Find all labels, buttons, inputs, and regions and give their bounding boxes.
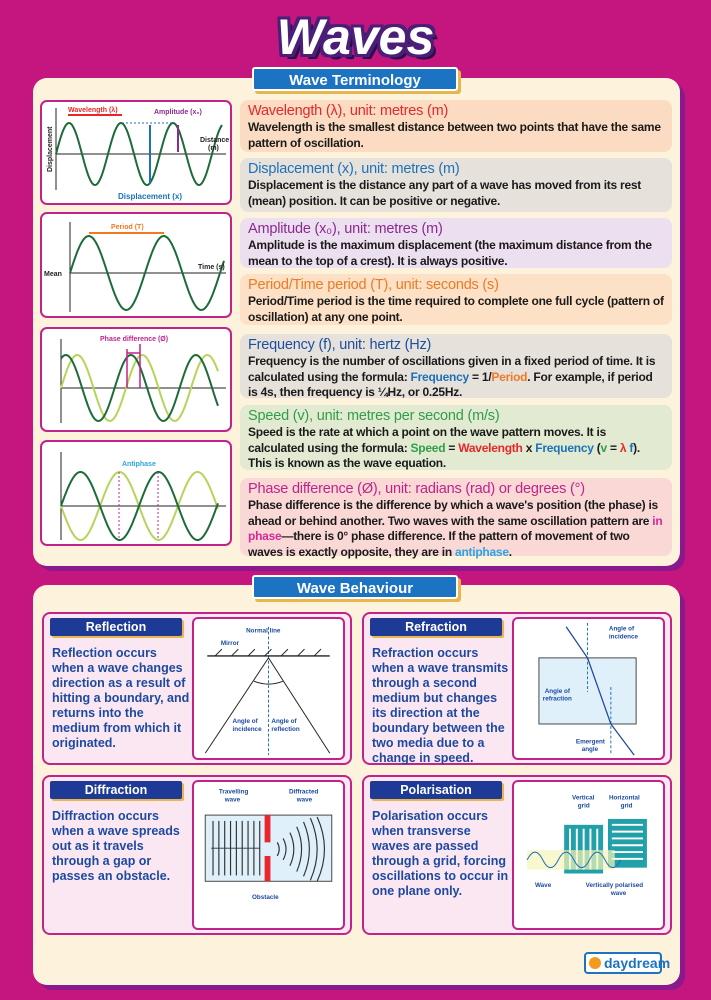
- horizontal-grid-label: Horizontal: [608, 794, 640, 802]
- text-segment: ). This is known as the: [248, 440, 641, 470]
- text-segment: Speed is the rate at which a point on the wave pattern moves. It is calculated using the formula:: [248, 425, 607, 455]
- reflection-text: Reflection occurs when a wave changes direction as a result of hitting a boundary, and returns into the medium from which it originated.: [52, 646, 190, 750]
- period-diagram: [40, 212, 232, 318]
- term-block: [240, 334, 672, 398]
- term-block: [240, 100, 672, 152]
- wave-label: Wave: [534, 882, 552, 890]
- poster-title: Waves: [276, 9, 435, 65]
- amplitude-label: Amplitude (x₀): [154, 109, 202, 116]
- diffraction-tab: Diffraction: [50, 781, 182, 799]
- term-title: Phase difference (Ø), unit: radians (rad) or degrees (°): [248, 481, 585, 497]
- refraction-diagram: [512, 617, 665, 760]
- term-title: Displacement (x), unit: metres (m): [248, 161, 460, 177]
- distance-unit: (m): [208, 145, 219, 152]
- text-segment: antiphase: [455, 544, 509, 559]
- text-segment: f: [626, 440, 634, 455]
- text-segment: Frequency is the number of oscillations given in a fixed period of time. It is calculated using the formula:: [248, 354, 656, 384]
- term-description: [248, 498, 664, 560]
- text-segment: v: [600, 440, 607, 455]
- emergent-angle-label: Emergent: [575, 738, 605, 746]
- wavelength-diagram: [40, 100, 232, 205]
- diffraction-card: [42, 775, 352, 935]
- diffracted-wave-label: wave: [296, 796, 313, 804]
- term-description: [248, 425, 664, 472]
- term-description: [248, 294, 664, 325]
- polarisation-tab: Polarisation: [370, 781, 502, 799]
- vertical-grid-label: grid: [577, 802, 590, 810]
- vertically-polarised-wave-label: wave: [610, 889, 627, 897]
- text-segment: .: [508, 544, 512, 559]
- travelling-wave-label: wave: [224, 796, 241, 804]
- angle-of-incidence-label: Angle of: [232, 718, 258, 726]
- polarisation-text: Polarisation occurs when transverse waves are passed through a grid, forcing oscillations to occur in one plane only.: [372, 809, 509, 898]
- refraction-card: [362, 612, 672, 765]
- reflection-diagram: [192, 617, 345, 760]
- wavelength-label: Wavelength (λ): [68, 107, 118, 114]
- text-segment: Wavelength: [458, 440, 523, 455]
- obstacle: [265, 815, 271, 842]
- text-segment: Frequency: [535, 440, 594, 455]
- angle-of-incidence-label: incidence: [608, 633, 638, 641]
- text-segment: Amplitude is the maximum displacement (the maximum distance from the mean to the top of a crest). It is always positive.: [248, 238, 652, 268]
- term-title: Period/Time period (T), unit: seconds (s): [248, 277, 499, 293]
- text-segment: =: [445, 440, 459, 455]
- text-segment: . For example, if period is 4s, then frequency is ¼Hz, or 0.25Hz.: [248, 369, 653, 399]
- terminology-header: Wave Terminology: [252, 67, 458, 91]
- polarisation-card: [362, 775, 672, 935]
- text-segment: .: [442, 456, 446, 470]
- text-segment: Period/Time period is the time required to complete one full cycle (pattern of oscillation) at any one point.: [248, 294, 664, 324]
- text-segment: x: [522, 440, 536, 455]
- polarisation-diagram: [512, 780, 665, 930]
- reflection-tab: Reflection: [50, 618, 182, 636]
- diffraction-text: Diffraction occurs when a wave spreads out as it travels through a gap or passes an obstacle.: [52, 809, 180, 883]
- obstacle: [265, 856, 271, 881]
- term-block: [240, 158, 672, 212]
- text-segment: Displacement is the distance any part of a wave has moved from its rest (mean) position. It can be positive or negative.: [248, 178, 642, 208]
- term-title: Frequency (f), unit: hertz (Hz): [248, 337, 432, 353]
- antiphase-label: Antiphase: [122, 461, 156, 468]
- normal-line-label: Normal line: [246, 627, 281, 635]
- phase-difference-label: Phase difference (Ø): [100, 336, 169, 343]
- phase-diagram: [40, 327, 232, 432]
- daydream-logo: [584, 952, 671, 974]
- emergent-angle-label: angle: [581, 746, 599, 754]
- term-block: [240, 478, 672, 559]
- vertically-polarised-wave-label: Vertically polarised: [585, 882, 644, 890]
- text-segment: = 1/: [468, 369, 492, 384]
- text-segment: in phase: [248, 513, 663, 543]
- reflection-card: [42, 612, 352, 765]
- angle-of-reflection-label: Angle of: [271, 718, 297, 726]
- distance-label: Distance: [200, 137, 230, 144]
- angle-of-incidence-label: incidence: [232, 725, 262, 733]
- text-segment: Frequency: [410, 369, 469, 384]
- term-title: Speed (v), unit: metres per second (m/s): [248, 408, 500, 424]
- term-description: [248, 354, 664, 401]
- angle-of-reflection-label: reflection: [271, 725, 300, 733]
- logo-icon: [589, 957, 601, 969]
- text-segment: λ: [619, 440, 627, 455]
- vertical-grid-label: Vertical: [571, 794, 595, 802]
- travelling-wave-label: Travelling: [218, 788, 249, 796]
- incident-ray: [205, 658, 268, 753]
- term-title: Amplitude (x₀), unit: metres (m): [248, 221, 443, 237]
- term-description: [248, 178, 664, 209]
- period-label: Period (T): [111, 224, 144, 231]
- text-segment: Period: [491, 369, 528, 384]
- diffraction-diagram: [192, 780, 345, 930]
- logo-text: daydream: [604, 955, 671, 971]
- horizontal-grid-label: grid: [620, 802, 633, 810]
- angle-of-incidence-label: Angle of: [608, 625, 635, 633]
- term-block: [240, 405, 672, 470]
- text-segment: (: [593, 440, 601, 455]
- obstacle-label: Obstacle: [251, 893, 279, 901]
- refraction-text: Refraction occurs when a wave transmits through a second medium but changes its direction at the boundary between the two media due to a change in speed.: [372, 646, 509, 765]
- text-segment: —there is 0° phase difference. If the pattern of movement of two waves is exactly opposite, they are in: [248, 529, 630, 559]
- angle-of-refraction-label: refraction: [542, 695, 572, 703]
- diffracted-wave-label: Diffracted: [288, 788, 319, 796]
- reflected-ray: [269, 658, 330, 753]
- mean-label: Mean: [44, 271, 62, 278]
- y-axis-label: Displacement: [47, 126, 54, 172]
- term-description: [248, 120, 664, 151]
- mirror-label: Mirror: [220, 640, 240, 648]
- refraction-tab: Refraction: [370, 618, 502, 636]
- angle-of-refraction-label: Angle of: [544, 687, 570, 695]
- text-segment: Speed: [410, 440, 446, 455]
- text-segment: =: [606, 440, 620, 455]
- text-segment: wave equation: [363, 456, 443, 470]
- time-label: Time (s): [198, 264, 225, 271]
- text-segment: Phase difference is the difference by which a wave's position (the phase) is ahead or behind another. Two waves with the same oscillation pattern are: [248, 498, 658, 528]
- term-block: [240, 218, 672, 268]
- term-description: [248, 238, 664, 269]
- text-segment: Wavelength is the smallest distance between two points that have the same pattern of oscillation.: [248, 120, 661, 150]
- term-block: [240, 274, 672, 325]
- term-title: Wavelength (λ), unit: metres (m): [248, 103, 449, 119]
- behaviour-header: Wave Behaviour: [252, 575, 458, 599]
- displacement-label: Displacement (x): [118, 192, 183, 201]
- antiphase-diagram: [40, 440, 232, 546]
